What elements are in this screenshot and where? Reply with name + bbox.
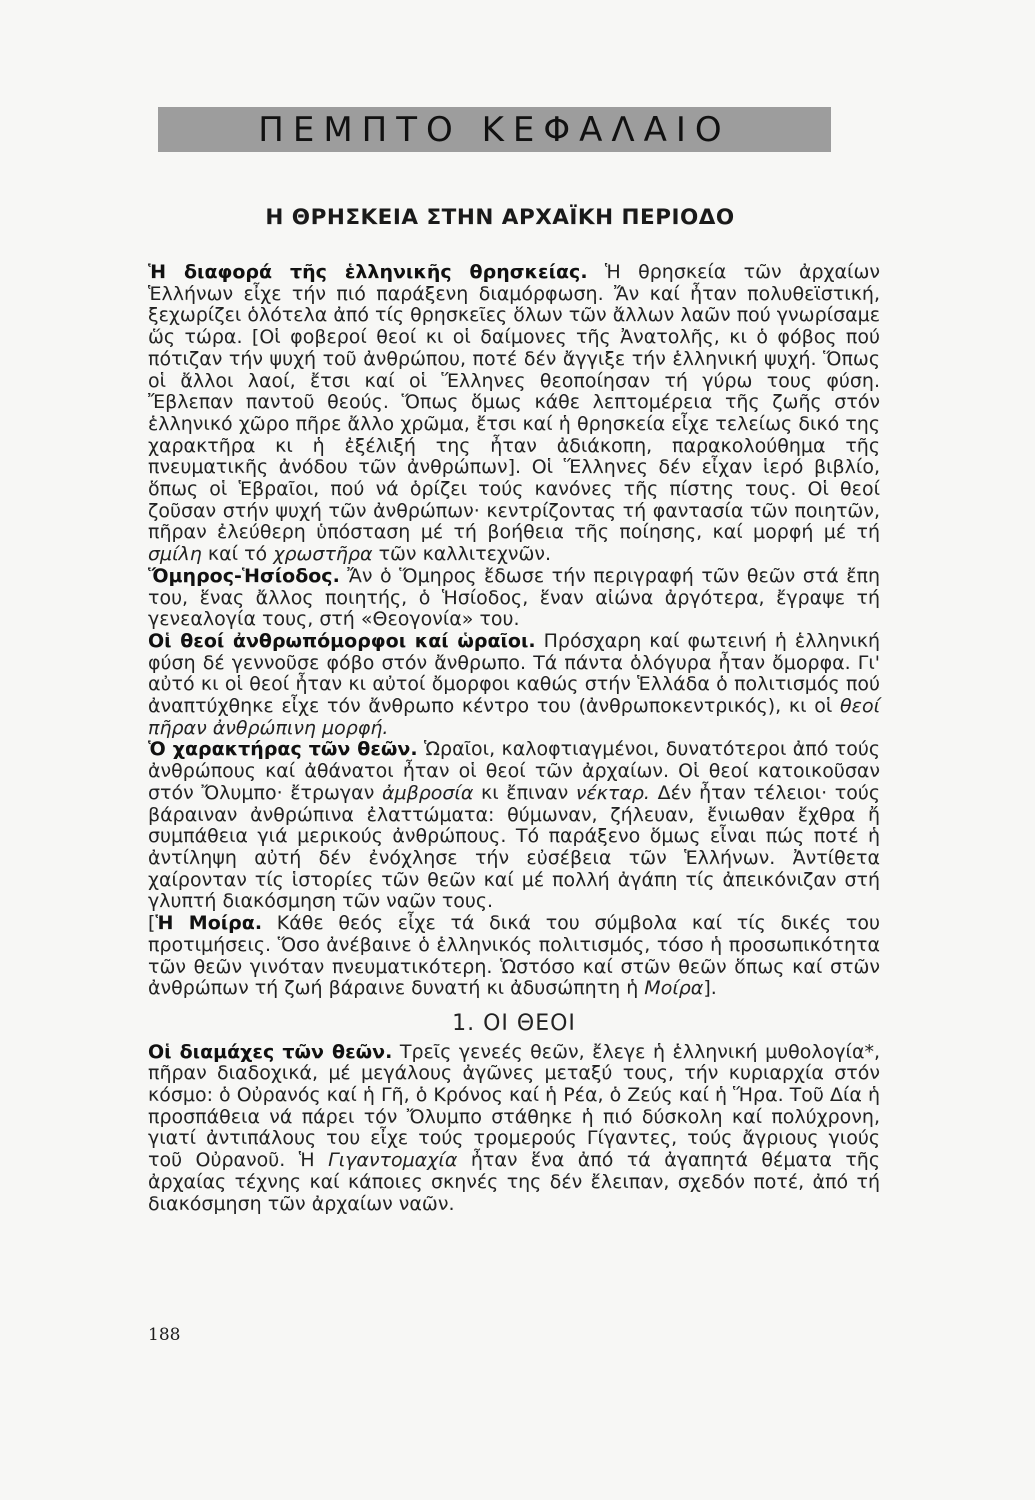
italic-term: Γιγαντομαχία — [328, 1149, 458, 1172]
paragraph-heading: Οἱ διαμάχες τῶν θεῶν. — [148, 1040, 393, 1063]
paragraph-text: ]. — [703, 977, 717, 1000]
paragraph-heading: Ἡ Μοίρα. — [155, 912, 263, 935]
bracket: [ — [148, 912, 156, 935]
paragraph — [148, 913, 880, 1000]
paragraph-text: Ὡραῖοι, καλοφτιαγμένοι, δυνατότεροι ἀπό τούς ἀνθρώπους καί ἀθάνατοι ἦταν οἱ θεοί τῶν ἀρχαίων. Οἱ θεοί κατοικοῦσαν στόν Ὄλυμπο· ἔτρωγαν — [148, 738, 880, 804]
paragraph — [148, 631, 880, 740]
italic-term: ἀμβροσία — [381, 781, 474, 804]
italic-term: νέκταρ. — [575, 781, 650, 804]
body-text — [148, 262, 880, 1215]
paragraph-text: κι ἔπιναν — [473, 781, 576, 804]
page-number: 188 — [148, 1325, 181, 1345]
italic-term: θεοί πῆραν ἀνθρώπινη μορφή. — [148, 695, 880, 739]
paragraph-text: Δέν ἦταν τέλειοι· τούς βάραιναν ἀνθρώπινα ἐλαττώματα: θύμωναν, ζήλευαν, ἔνιωθαν ἔχθρα ἤ συμπάθεια γιά μερικούς ἀνθρώπους. Τό παράξενο ὅμως εἶναι πώς ποτέ ἡ ἀντίληψη αὐτή δέν ἐνόχλησε τήν εὐσέβεια τῶν Ἑλλήνων. Ἀντίθετα χαίρονταν τίς ἱστορίες τῶν θεῶν καί μέ πολλή ἀγάπη τίς ἀπεικόνιζαν στή γλυπτή διακόσμηση τῶν ναῶν τους. — [148, 781, 880, 913]
paragraph — [148, 566, 880, 631]
paragraph-text: ἦταν ἕνα ἀπό τά ἀγαπητά θέματα τῆς ἀρχαίας τέχνης καί κάποιες σκηνές της δέν ἔλειπαν, σχεδόν ποτέ, ἀπό τή διακόσμηση τῶν ἀρχαίων ναῶν. — [148, 1149, 880, 1215]
italic-term: σμίλη — [148, 543, 202, 566]
section-heading: 1. ΟΙ ΘΕΟΙ — [452, 1010, 576, 1036]
italic-term: Μοίρα — [644, 977, 704, 1000]
paragraph-heading: Ὁ χαρακτήρας τῶν θεῶν. — [148, 738, 418, 761]
paragraph — [148, 1042, 880, 1216]
page-title: Η ΘΡΗΣΚΕΙΑ ΣΤΗΝ ΑΡΧΑΪΚΗ ΠΕΡΙΟΔΟ — [265, 205, 735, 230]
paragraph — [148, 262, 880, 566]
paragraph-heading: Ὅμηρος-Ἡσίοδος. — [148, 564, 340, 587]
chapter-banner-text: ΠΕΜΠΤΟ ΚΕΦΑΛΑΙΟ — [258, 109, 731, 150]
paragraph-text: Κάθε θεός εἶχε τά δικά του σύμβολα καί τίς δικές του προτιμήσεις. Ὅσο ἀνέβαινε ὁ ἑλληνικός πολιτισμός, τόσο ἡ προσωπικότητα τῶν θεῶν γινόταν πνευματικότερη. Ὡστόσο καί στῶν θεῶν ὅπως καί στῶν ἀνθρώπων τή ζωή βάραινε δυνατή κι ἀδυσώπητη ἡ — [148, 912, 880, 1000]
paragraph-heading: Οἱ θεοί ἀνθρωπόμορφοι καί ὡραῖοι. — [148, 629, 536, 652]
paragraph-text: τῶν καλλιτεχνῶν. — [372, 543, 552, 566]
italic-term: χρωστῆρα — [273, 543, 373, 566]
paragraph-text: καί τό — [201, 543, 274, 566]
paragraph-text: Ἄν ὁ Ὅμηρος ἔδωσε τήν περιγραφή τῶν θεῶν στά ἔπη του, ἕνας ἄλλος ποιητής, ὁ Ἡσίοδος, ἕναν αἰώνα ἀργότερα, ἔγραψε τή γενεαλογία τους, στή «Θεογονία» του. — [148, 564, 880, 631]
paragraph-text: Πρόσχαρη καί φωτεινή ἡ ἑλληνική φύση δέ γεννοῦσε φόβο στόν ἄνθρωπο. Τά πάντα ὁλόγυρα ἦταν ὄμορφα. Γι' αὐτό κι οἱ θεοί ἦταν κι αὐτοί ὄμορφοι καθώς στήν Ἑλλάδα ὁ πολιτισμός πού ἀναπτύχθηκε εἶχε τόν ἄνθρωπο κέντρο του (ἀνθρωποκεντρικός), κι οἱ — [148, 629, 881, 718]
paragraph-text: Ἡ θρησκεία τῶν ἀρχαίων Ἑλλήνων εἶχε τήν πιό παράξενη διαμόρφωση. Ἄν καί ἦταν πολυθεϊστική, ξεχωρίζει ὁλότελα ἀπό τίς θρησκεῖες ὅλων τῶν ἄλλων λαῶν πού γνωρίσαμε ὥς τώρα. [Οἱ φοβεροί θεοί κι οἱ δαίμονες τῆς Ἀνατολῆς, κι ὁ φόβος πού πότιζαν τήν ψυχή τοῦ ἀνθρώπου, ποτέ δέν ἄγγιξε τήν ἑλληνική ψυχή. Ὅπως οἱ ἄλλοι λαοί, ἔτσι καί οἱ Ἕλληνες θεοποίησαν τή γύρω τους φύση. Ἔβλεπαν παντοῦ θεούς. Ὅπως ὅμως κάθε λεπτομέρεια τῆς ζωῆς στόν ἑλληνικό χῶρο πῆρε ἄλλο χρῶμα, ἔτσι καί ἡ θρησκεία εἶχε τελείως δικό της χαρακτῆρα κι ἡ ἐξέλιξή της ἦταν ἀδιάκοπη, παρακολούθημα τῆς πνευματικῆς ἀνόδου τῶν ἀνθρώπων]. Οἱ Ἕλληνες δέν εἶχαν ἱερό βιβλίο, ὅπως οἱ Ἑβραῖοι, πού νά ὁρίζει τούς κανόνες τῆς πίστης τους. Οἱ θεοί ζοῦσαν στήν ψυχή τῶν ἀνθρώπων· κεντρίζοντας τή φαντασία τῶν ποιητῶν, πῆραν ἐλεύθερη ὑπόσταση μέ τή βοήθεια τῆς ποίησης, καί μορφή μέ τή — [148, 261, 880, 544]
paragraph-heading: Ἡ διαφορά τῆς ἑλληνικῆς θρησκείας. — [148, 261, 588, 283]
paragraph-text: Τρεῖς γενεές θεῶν, ἔλεγε ἡ ἑλληνική μυθολογία*, πῆραν διαδοχικά, μέ μεγάλους ἀγῶνες μεταξύ τους, τήν κυριαρχία στόν κόσμο: ὁ Οὐρανός καί ἡ Γῆ, ὁ Κρόνος καί ἡ Ρέα, ὁ Ζεύς καί ἡ Ἥρα. Τοῦ Δία ἡ προσπάθεια νά πάρει τόν Ὄλυμπο στάθηκε ἡ πιό δύσκολη καί πολύχρονη, γιατί ἀντιπάλους του εἶχε τούς τρομερούς Γίγαντες, τούς ἄγριους γιούς τοῦ Οὐρανοῦ. Ἡ — [148, 1040, 881, 1172]
paragraph — [148, 739, 880, 913]
chapter-banner — [158, 107, 831, 152]
